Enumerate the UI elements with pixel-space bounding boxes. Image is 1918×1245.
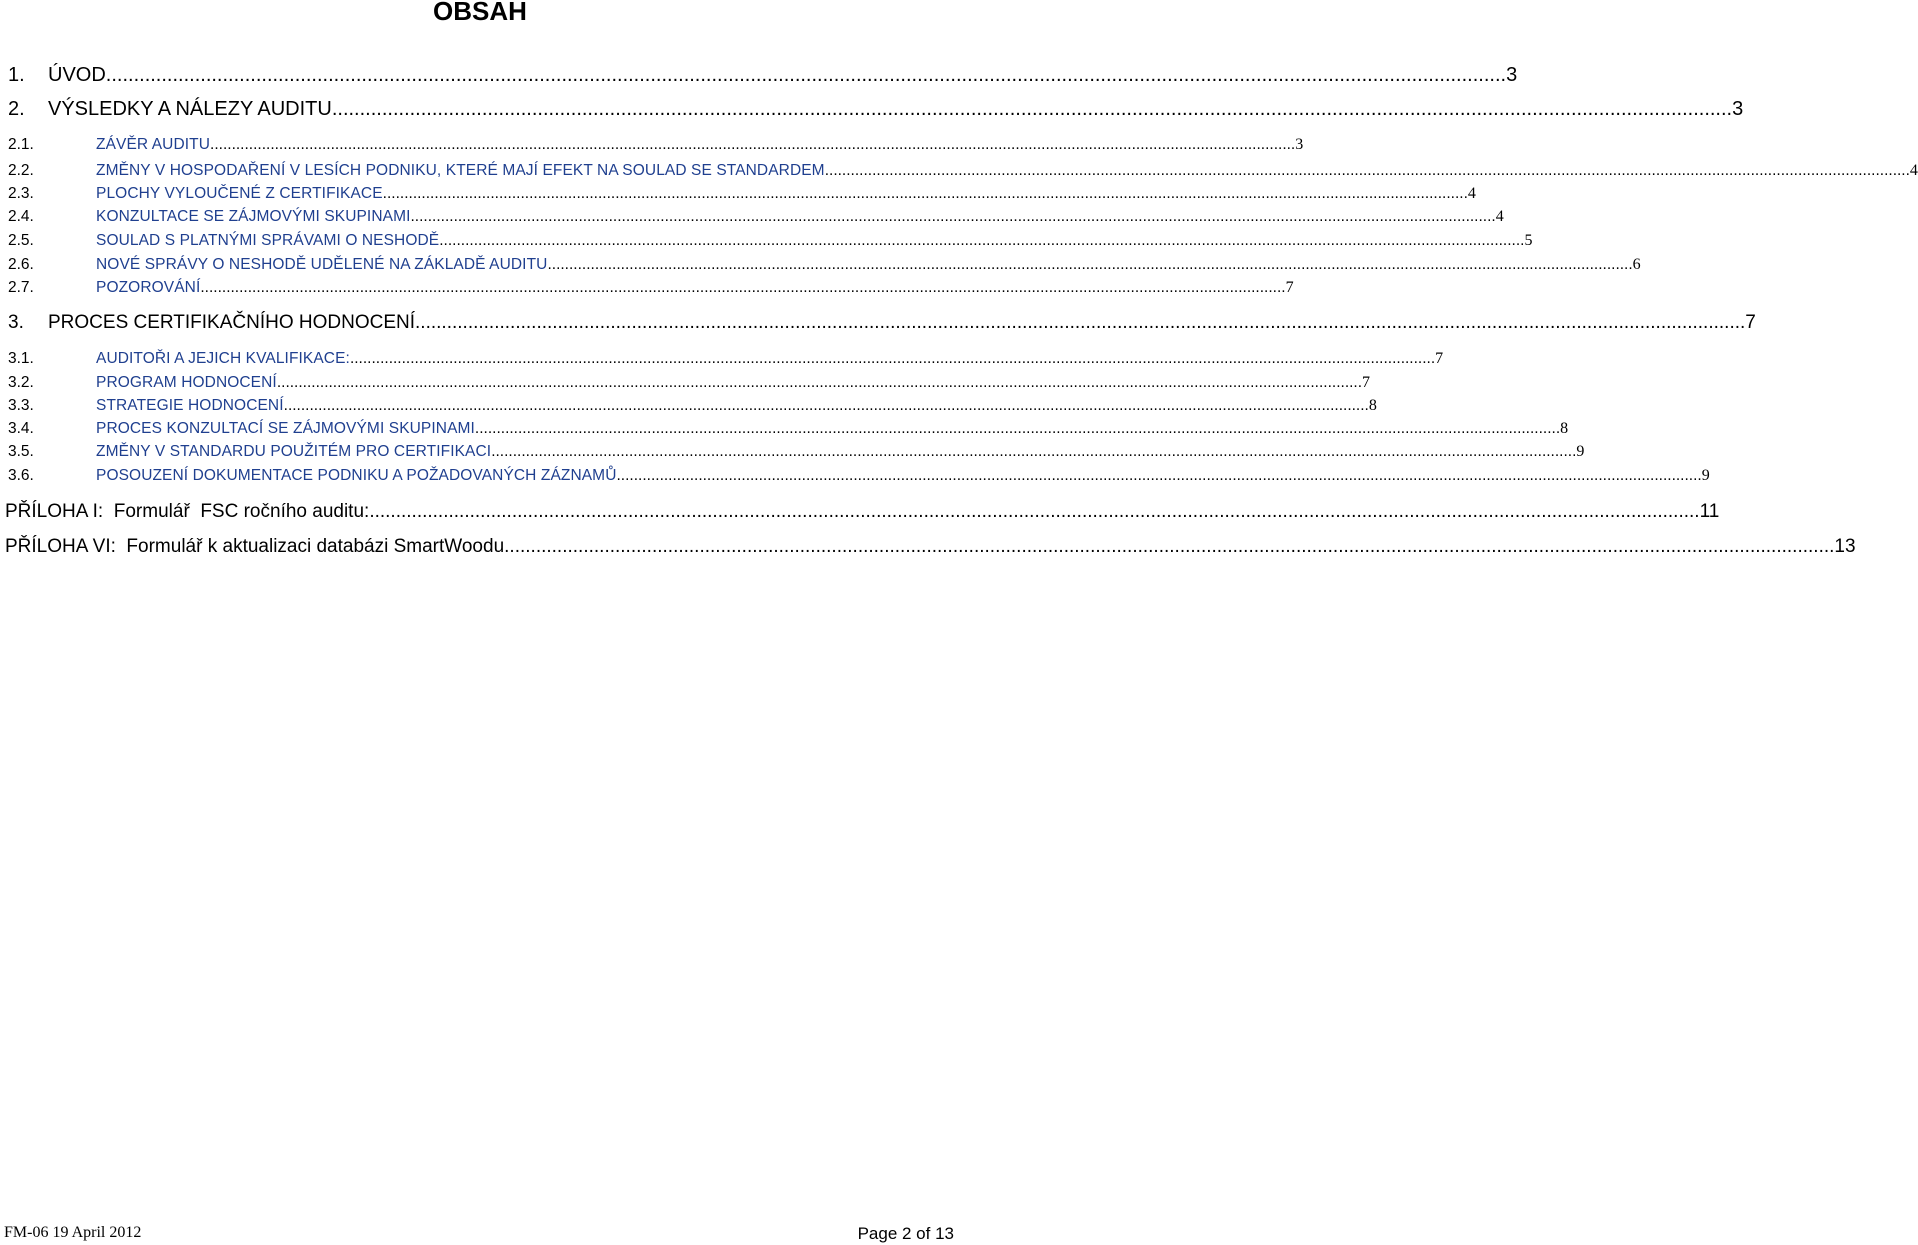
toc-entry-number: 3.5.: [8, 443, 34, 460]
footer-form-id: FM-06 19 April 2012: [4, 1224, 142, 1241]
toc-leader-dots: [277, 374, 1362, 392]
toc-leader-dots: [475, 420, 1560, 438]
toc-entry-page: 7: [1285, 279, 1294, 296]
toc-entry-label: PROCES CERTIFIKAČNÍHO HODNOCENÍ: [48, 312, 416, 333]
toc-entry-page: 6: [1632, 256, 1641, 273]
toc-entry-number: 2.1.: [8, 136, 34, 153]
toc-entry-page: 4: [1495, 208, 1504, 225]
toc-leader-dots: [617, 467, 1702, 485]
toc-entry-number: 3.1.: [8, 350, 34, 367]
toc-entry[interactable]: [8, 98, 1744, 121]
toc-entry-number: 2.2.: [8, 162, 34, 179]
toc-entry-label: ZMĚNY V HOSPODAŘENÍ V LESÍCH PODNIKU, KTERÉ MAJÍ EFEKT NA SOULAD SE STANDARDEM: [96, 162, 825, 179]
toc-entry-page: 7: [1745, 312, 1756, 333]
toc-entry-label: POSOUZENÍ DOKUMENTACE PODNIKU A POŽADOVANÝCH ZÁZNAMŮ: [96, 467, 617, 484]
toc-entry-label: PLOCHY VYLOUČENÉ Z CERTIFIKACE: [96, 185, 383, 202]
toc-entry-appendix[interactable]: [5, 536, 1856, 558]
toc-leader-dots: [411, 208, 1496, 226]
toc-entry-number: 3.: [8, 312, 24, 333]
toc-entry-page: 4: [1909, 162, 1918, 179]
toc-entry-number: 3.4.: [8, 420, 34, 437]
toc-entry[interactable]: [8, 467, 1710, 485]
toc-leader-dots: [439, 232, 1524, 250]
toc-leader-dots: [284, 397, 1369, 415]
toc-entry-page: 5: [1524, 232, 1533, 249]
toc-entry-page: 3: [1506, 64, 1518, 86]
toc-entry[interactable]: [8, 64, 1518, 87]
toc-entry-page: 4: [1467, 185, 1476, 202]
toc-entry-number: 2.4.: [8, 208, 34, 225]
toc-entry-label: POZOROVÁNÍ: [96, 279, 201, 296]
toc-entry-number: 3.3.: [8, 397, 34, 414]
toc-entry-number: 2.5.: [8, 232, 34, 249]
toc-entry-page: 8: [1368, 397, 1377, 414]
toc-entry-label: KONZULTACE SE ZÁJMOVÝMI SKUPINAMI: [96, 208, 411, 225]
toc-leader-dots: [200, 279, 1285, 297]
toc-entry-label: ÚVOD: [48, 64, 106, 86]
toc-entry-page: 7: [1362, 374, 1371, 391]
toc-entry[interactable]: [8, 374, 1371, 392]
toc-leader-dots: [350, 350, 1435, 368]
toc-entry-number: 3.6.: [8, 467, 34, 484]
toc-entry-label: NOVÉ SPRÁVY O NESHODĚ UDĚLENÉ NA ZÁKLADĚ AUDITU: [96, 256, 548, 273]
toc-entry-label: PŘÍLOHA I: Formulář FSC ročního auditu:: [5, 501, 370, 522]
toc-entry[interactable]: [8, 420, 1569, 438]
toc-leader-dots: [332, 98, 1732, 121]
toc-leader-dots: [210, 136, 1295, 154]
toc-entry[interactable]: [8, 208, 1504, 226]
toc-entry[interactable]: [8, 256, 1641, 274]
document-title: OBSAH: [433, 0, 527, 26]
toc-entry[interactable]: [8, 397, 1377, 415]
toc-entry-label: VÝSLEDKY A NÁLEZY AUDITU: [48, 98, 332, 120]
toc-entry-number: 2.6.: [8, 256, 34, 273]
toc-entry-label: SOULAD S PLATNÝMI SPRÁVAMI O NESHODĚ: [96, 232, 440, 249]
toc-entry[interactable]: [8, 232, 1533, 250]
toc-leader-dots: [106, 64, 1506, 87]
toc-entry[interactable]: [8, 185, 1476, 203]
footer-page-number: Page 2 of 13: [857, 1224, 954, 1243]
toc-entry-page: 3: [1732, 98, 1744, 120]
toc-entry-label: AUDITOŘI A JEJICH KVALIFIKACE:: [96, 350, 350, 367]
toc-leader-dots: [369, 501, 1699, 523]
toc-leader-dots: [825, 162, 1910, 180]
toc-entry-page: 7: [1435, 350, 1444, 367]
toc-entry-number: 2.3.: [8, 185, 34, 202]
toc-entry[interactable]: [8, 136, 1304, 154]
toc-leader-dots: [491, 443, 1576, 461]
toc-leader-dots: [383, 185, 1468, 203]
toc-leader-dots: [547, 256, 1632, 274]
toc-entry-page: 13: [1834, 536, 1856, 557]
toc-entry-label: PROGRAM HODNOCENÍ: [96, 374, 277, 391]
toc-entry[interactable]: [8, 350, 1444, 368]
toc-leader-dots: [504, 536, 1834, 558]
toc-entry-number: 1.: [8, 64, 25, 86]
toc-entry-label: ZMĚNY V STANDARDU POUŽITÉM PRO CERTIFIKACI: [96, 443, 492, 460]
toc-entry-label: PROCES KONZULTACÍ SE ZÁJMOVÝMI SKUPINAMI: [96, 420, 475, 437]
toc-entry-label: PŘÍLOHA VI: Formulář k aktualizaci databázi SmartWoodu: [5, 536, 505, 557]
toc-entry-page: 11: [1699, 501, 1720, 522]
toc-entry-page: 9: [1576, 443, 1585, 460]
toc-entry[interactable]: [8, 279, 1294, 297]
toc-entry-appendix[interactable]: [5, 501, 1720, 523]
toc-entry[interactable]: [8, 162, 1918, 180]
toc-entry[interactable]: [8, 443, 1585, 461]
toc-entry-number: 2.: [8, 98, 25, 120]
toc-entry-number: 2.7.: [8, 279, 34, 296]
toc-entry-label: ZÁVĚR AUDITU: [96, 136, 211, 153]
toc-entry-page: 3: [1295, 136, 1304, 153]
toc-leader-dots: [415, 312, 1745, 334]
toc-entry-label: STRATEGIE HODNOCENÍ: [96, 397, 284, 414]
toc-entry-page: 9: [1701, 467, 1710, 484]
toc-entry[interactable]: [8, 312, 1756, 334]
toc-entry-number: 3.2.: [8, 374, 34, 391]
toc-entry-page: 8: [1560, 420, 1569, 437]
